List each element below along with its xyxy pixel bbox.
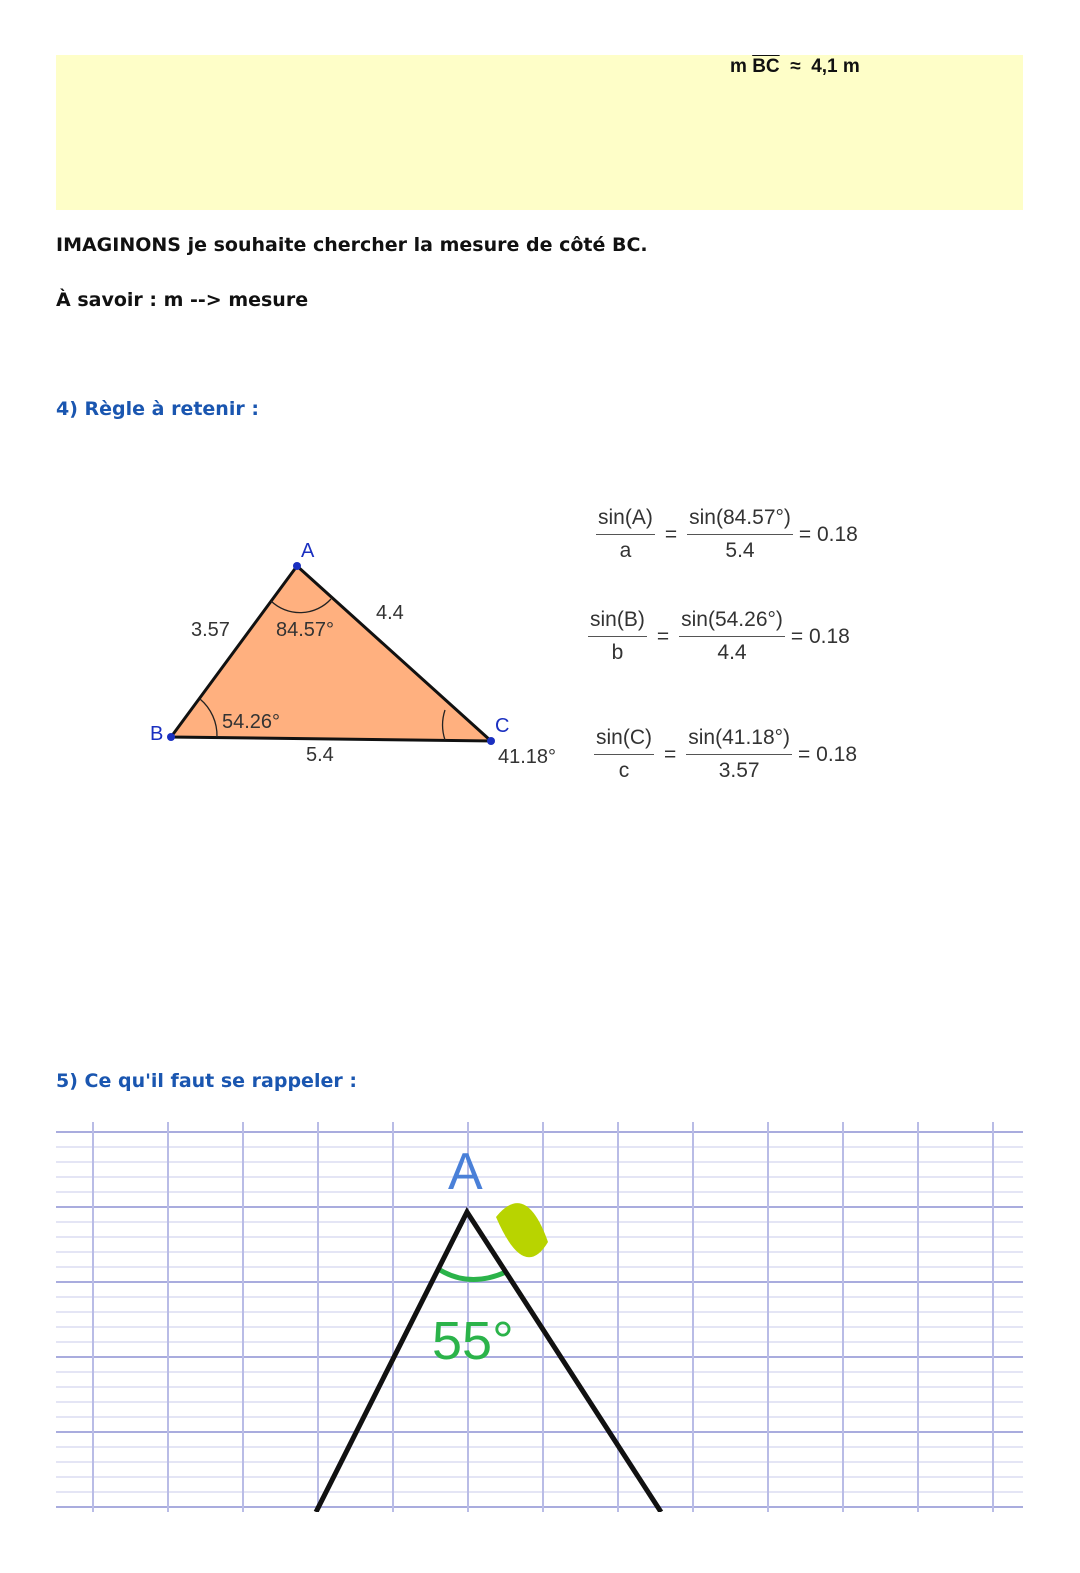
angle-fill: [496, 1203, 548, 1257]
denominator: 4.4: [717, 641, 747, 664]
numerator: sin(A): [596, 506, 655, 535]
triangle-abc: [171, 566, 491, 741]
label-b: B: [150, 723, 164, 745]
formula-b: [582, 608, 850, 665]
result: = 0.18: [798, 522, 858, 546]
angle-a: 84.57°: [276, 619, 335, 641]
result: = 0.18: [790, 624, 850, 648]
denominator: b: [611, 641, 624, 664]
m-label: m: [730, 56, 747, 77]
denominator: 3.57: [718, 759, 760, 782]
side-bc: 5.4: [306, 744, 334, 766]
sketch-angle: 55°: [432, 1311, 514, 1371]
graph-paper-sketch: [56, 1122, 1023, 1512]
numerator: sin(C): [594, 726, 654, 755]
equals: =: [656, 624, 670, 648]
angle-arc: [440, 1270, 506, 1280]
bc-value: 4,1 m: [811, 56, 860, 77]
denominator: a: [619, 539, 632, 562]
side-ac: 4.4: [376, 602, 404, 624]
result-box: [56, 55, 1023, 210]
savoir-text: À savoir : m --> mesure: [56, 289, 309, 311]
equals: =: [664, 742, 677, 766]
formula-a: [590, 506, 858, 563]
label-c: C: [495, 715, 510, 737]
point-b: [167, 733, 175, 741]
formula-c: [588, 726, 857, 783]
angle-c: 41.18°: [498, 746, 557, 768]
result: = 0.18: [798, 742, 858, 766]
point-c: [487, 737, 495, 745]
triangle-figure: [140, 530, 580, 780]
label-a: A: [301, 540, 315, 562]
denominator: c: [618, 759, 630, 782]
numerator: sin(B): [588, 608, 647, 637]
angle-b: 54.26°: [222, 711, 281, 733]
approx-sign: ≈: [790, 56, 801, 77]
equals: =: [664, 522, 678, 546]
heading-rule: 4) Règle à retenir :: [56, 398, 259, 420]
numerator: sin(84.57°): [687, 506, 793, 535]
side-ab: 3.57: [191, 619, 230, 641]
numerator: sin(54.26°): [679, 608, 785, 637]
sketch-label-a: A: [448, 1143, 483, 1201]
heading-remember: 5) Ce qu'il faut se rappeler :: [56, 1070, 357, 1092]
bc-measure: [730, 56, 860, 78]
point-a: [293, 562, 301, 570]
denominator: 5.4: [725, 539, 755, 562]
intro-text: IMAGINONS je souhaite chercher la mesure de côté BC.: [56, 234, 648, 256]
numerator: sin(41.18°): [686, 726, 792, 755]
segment-bc: $\overline{BC}$: [752, 56, 780, 77]
